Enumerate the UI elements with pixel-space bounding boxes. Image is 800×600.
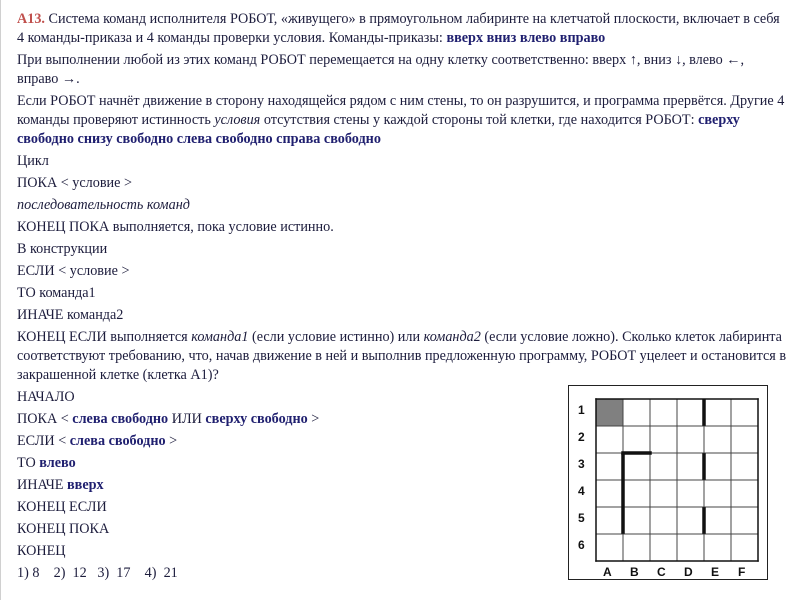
while-close: > (311, 411, 320, 427)
col-label-e: E (711, 565, 720, 579)
end-while-description: КОНЕЦ ПОКА выполняется, пока условие истинно. (17, 219, 334, 235)
row-label-4: 4 (578, 484, 585, 498)
construct-label: В конструкции (17, 241, 108, 257)
command1-word: команда1 (191, 329, 249, 345)
row-label-2: 2 (578, 430, 585, 444)
shaded-cell-a1 (596, 399, 623, 426)
maze-svg (569, 386, 767, 579)
wall-text-1: Если РОБОТ начнёт движение в сторону находящейся рядом с ним стены, то он разрушится, и программа прервётся. Другие 4 команды проверяют истинность (17, 93, 785, 128)
sequence-text: последовательность команд (17, 197, 190, 213)
while-line: ПОКА < условие > (17, 175, 132, 191)
check-commands: сверху свободно снизу свободно слева свободно справа свободно (17, 112, 740, 147)
movement-paragraph: При выполнении любой из этих команд РОБОТ перемещается на одну клетку соответственно: вверх ↑, вниз ↓, влево ←, вправо →. (17, 52, 745, 87)
col-label-c: C (657, 565, 666, 579)
row-label-6: 6 (578, 538, 585, 552)
intro-text: Система команд исполнителя РОБОТ, «живущего» в прямоугольном лабиринте на клетчатой плоскости, включает в себя 4 команды-приказа и 4 команды проверки условия. Команды-приказы: (17, 11, 780, 46)
cycle-label: Цикл (17, 153, 49, 169)
sequence-line (17, 196, 787, 215)
answer-options: 1) 8 2) 12 3) 17 4) 21 (17, 565, 178, 581)
condition-word: условия (214, 112, 261, 128)
intro-paragraph (17, 10, 787, 48)
program-end-if: КОНЕЦ ЕСЛИ (17, 499, 107, 515)
row-label-3: 3 (578, 457, 585, 471)
else-command: вверх (67, 477, 104, 493)
then-line: ТО команда1 (17, 285, 96, 301)
program-end-while: КОНЕЦ ПОКА (17, 521, 110, 537)
row-label-5: 5 (578, 511, 585, 525)
endif-paragraph (17, 328, 787, 385)
endif-text-1: КОНЕЦ ЕСЛИ выполняется (17, 329, 188, 345)
else-keyword: ИНАЧЕ (17, 477, 64, 493)
wall-paragraph (17, 92, 787, 149)
if-line: ЕСЛИ < условие > (17, 263, 130, 279)
move-commands: вверх вниз влево вправо (446, 30, 606, 46)
if-close: > (169, 433, 178, 449)
col-label-f: F (738, 565, 746, 579)
maze-figure (568, 385, 768, 580)
col-label-d: D (684, 565, 693, 579)
task-number: A13. (17, 11, 45, 27)
col-label-a: A (603, 565, 612, 579)
row-label-1: 1 (578, 403, 585, 417)
or-keyword: ИЛИ (171, 411, 202, 427)
while-condition-top: сверху свободно (205, 411, 308, 427)
else-line: ИНАЧЕ команда2 (17, 307, 124, 323)
col-label-b: B (630, 565, 639, 579)
then-keyword: ТО (17, 455, 36, 471)
program-begin: НАЧАЛО (17, 389, 75, 405)
endif-text-2: (если условие истинно) или (251, 329, 421, 345)
if-keyword: ЕСЛИ < (17, 433, 67, 449)
endif-text-3: (если условие ложно). Сколько клеток лабиринта соответствуют требованию, что, начав движение в ней и выполнив предложенную программу, РОБОТ уцелеет и остановится в закрашенной клетке (клетка А1)? (17, 329, 787, 383)
program-end: КОНЕЦ (17, 543, 66, 559)
command2-word: команда2 (423, 329, 481, 345)
wall-text-2: отсутствия стены у каждой стороны той клетки, где находится РОБОТ: (263, 112, 695, 128)
while-keyword: ПОКА < (17, 411, 69, 427)
then-command: влево (39, 455, 76, 471)
if-condition: слева свободно (69, 433, 166, 449)
while-condition-left: слева свободно (72, 411, 169, 427)
